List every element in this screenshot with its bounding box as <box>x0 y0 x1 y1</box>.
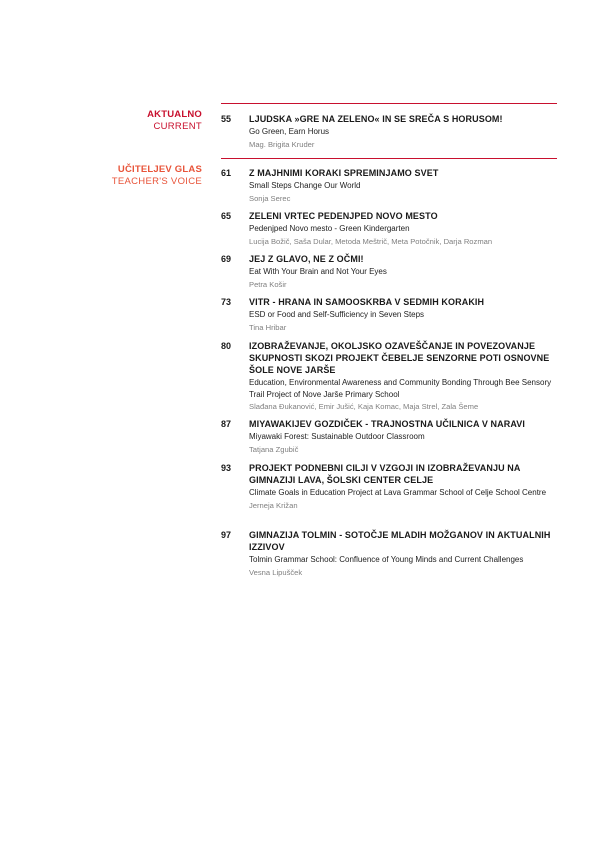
entry-subtitle: Education, Environmental Awareness and Community Bonding Through Bee Sensory Trail Project of Nove Jarše Primary School <box>249 378 552 399</box>
entry-subtitle: Eat With Your Brain and Not Your Eyes <box>249 267 387 276</box>
entry-body <box>249 529 559 578</box>
entry-authors: Mag. Brigita Kruder <box>249 139 315 149</box>
entry-subtitle: Tolmin Grammar School: Confluence of Young Minds and Current Challenges <box>249 555 524 564</box>
section-divider <box>221 158 557 159</box>
section-label-en: CURRENT <box>153 121 202 132</box>
entry-authors: Lucija Božič, Saša Dular, Metoda Meštrič, Meta Potočnik, Darja Rozman <box>249 236 493 246</box>
entry-subtitle: Go Green, Earn Horus <box>249 127 330 136</box>
entry-subtitle: ESD or Food and Self-Sufficiency in Seven Steps <box>249 310 425 319</box>
entry-subtitle: Climate Goals in Education Project at Lava Grammar School of Celje School Centre <box>249 488 547 497</box>
entry-title: Z MAJHNIMI KORAKI SPREMINJAMO SVET <box>249 168 439 178</box>
entry-body <box>249 340 559 412</box>
section-label-si: AKTUALNO <box>147 109 202 120</box>
section-label <box>147 109 202 133</box>
entry-title: PROJEKT PODNEBNI CILJI V VZGOJI IN IZOBRAŽEVANJU NA GIMNAZIJI LAVA, ŠOLSKI CENTER CELJE <box>249 463 521 485</box>
entry-authors: Tina Hribar <box>249 322 287 332</box>
entry-subtitle: Small Steps Change Our World <box>249 181 361 190</box>
entry-body <box>249 113 559 150</box>
entry-authors: Sonja Serec <box>249 193 291 203</box>
entry-subtitle: Pedenjped Novo mesto - Green Kindergarten <box>249 224 410 233</box>
section-label-si: UČITELJEV GLAS <box>117 164 202 175</box>
entry-body <box>249 462 559 511</box>
entry-title: VITR - HRANA IN SAMOOSKRBA V SEDMIH KORAKIH <box>249 297 485 307</box>
section-label-en: TEACHER'S VOICE <box>111 176 202 187</box>
entry-body <box>249 296 559 333</box>
page-number: 80 <box>221 341 232 351</box>
entry-title: JEJ Z GLAVO, NE Z OČMI! <box>249 254 364 264</box>
entry-title: IZOBRAŽEVANJE, OKOLJSKO OZAVEŠČANJE IN POVEZOVANJE SKUPNOSTI SKOZI PROJEKT ČEBELJE SENZORNE POTI OSNOVNE ŠOLE NOVE JARŠE <box>249 341 550 375</box>
entry-title: GIMNAZIJA TOLMIN - SOTOČJE MLADIH MOŽGANOV IN AKTUALNIH IZZIVOV <box>249 530 551 552</box>
entry-title: MIYAWAKIJEV GOZDIČEK - TRAJNOSTNA UČILNICA V NARAVI <box>249 419 525 429</box>
entry-authors: Jerneja Križan <box>249 500 298 510</box>
entry-authors: Petra Košir <box>249 279 287 289</box>
entry-body <box>249 167 559 204</box>
page-number: 87 <box>221 419 232 429</box>
entry-body <box>249 210 559 247</box>
entry-title: ZELENI VRTEC PEDENJPED NOVO MESTO <box>249 211 438 221</box>
entry-title: LJUDSKA »GRE NA ZELENO« IN SE SREČA S HORUSOM! <box>249 114 503 124</box>
entry-subtitle: Miyawaki Forest: Sustainable Outdoor Classroom <box>249 432 425 441</box>
page-number: 65 <box>221 211 232 221</box>
page-number: 61 <box>221 168 232 178</box>
page-number: 97 <box>221 530 232 540</box>
page-number: 73 <box>221 297 232 307</box>
page-number: 69 <box>221 254 232 264</box>
entry-body <box>249 253 559 290</box>
section-label <box>112 164 202 188</box>
entry-body <box>249 418 559 455</box>
entry-authors: Tatjana Zgubič <box>249 444 299 454</box>
page-number: 55 <box>221 114 232 124</box>
page-number: 93 <box>221 463 232 473</box>
section-divider <box>221 103 557 104</box>
entry-authors: Vesna Lipušček <box>249 567 303 577</box>
entry-authors: Slađana Đukanović, Emir Jušić, Kaja Komac, Maja Strel, Zala Šeme <box>249 402 479 411</box>
